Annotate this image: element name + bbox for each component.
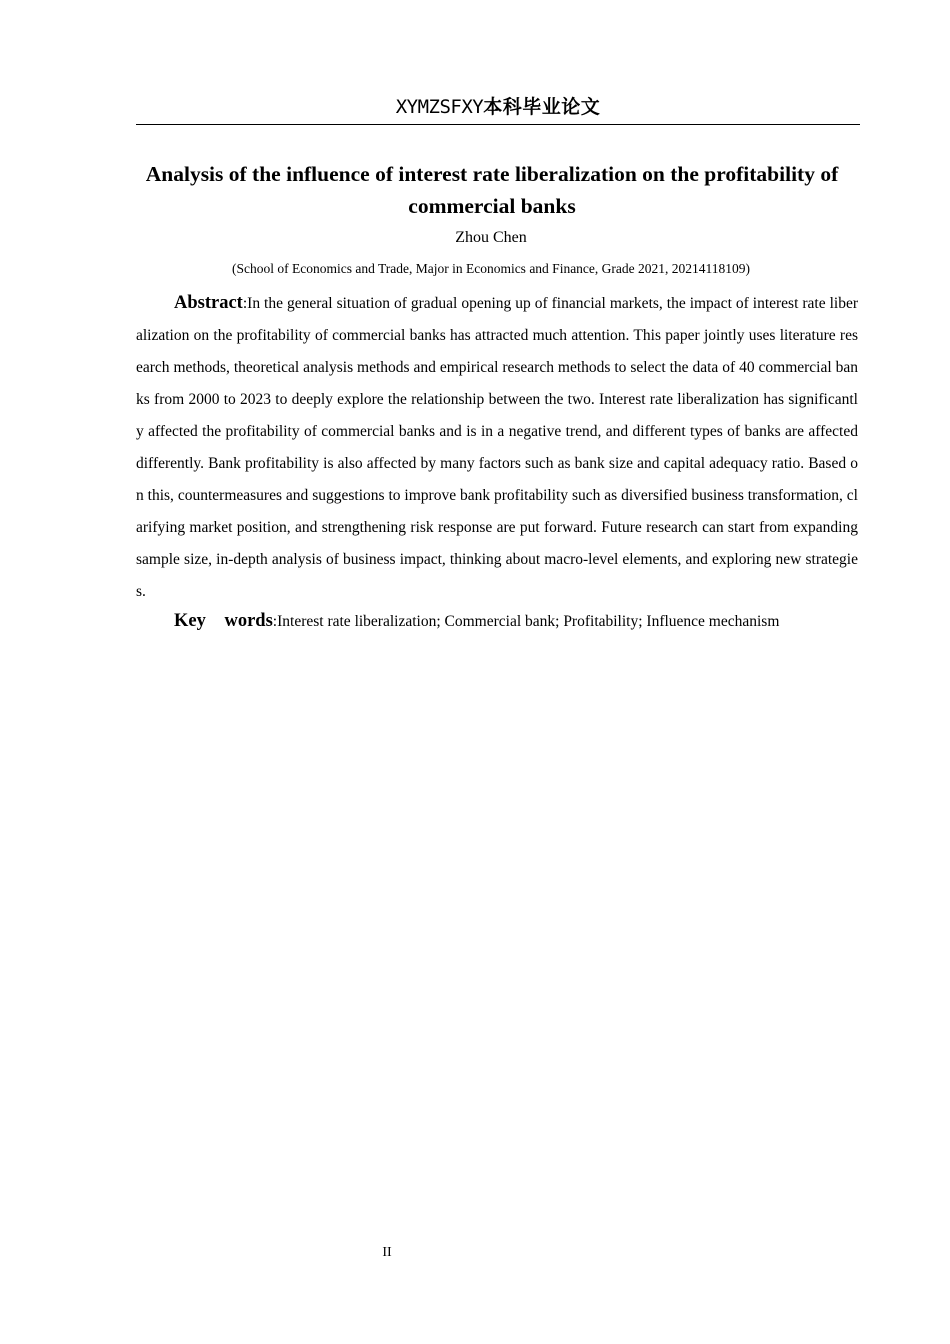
author-name: Zhou Chen bbox=[455, 229, 527, 246]
page-number: II bbox=[382, 1245, 392, 1260]
header-rule bbox=[136, 124, 860, 125]
keywords-separator: : bbox=[272, 613, 278, 630]
running-header bbox=[136, 92, 860, 121]
abstract-label: Abstract bbox=[174, 293, 243, 313]
abstract-paragraph bbox=[136, 287, 858, 608]
author-affiliation: (School of Economics and Trade, Major in Economics and Finance, Grade 2021, 20214118109) bbox=[231, 261, 751, 276]
keywords-label: Key words bbox=[174, 611, 273, 631]
header-thesis-label: 本科毕业论文 bbox=[483, 96, 601, 118]
keywords-text: Interest rate liberalization; Commercial bank; Profitability; Influence mechanism bbox=[277, 613, 780, 630]
keywords-paragraph bbox=[136, 605, 808, 638]
abstract-text: In the general situation of gradual opening up of financial markets, the impact of interest rate liberalization on the profitability of commercial banks has attracted much attention. This paper jointly uses literature research methods, theoretical analysis methods and empirical research methods to select the data of 40 commercial banks from 2000 to 2023 to deeply explore the relationship between the two. Interest rate liberalization has significantly affected the profitability of commercial banks and is in a negative trend, and different types of banks are affected differently. Bank profitability is also affected by many factors such as bank size and capital adequacy ratio. Based on this, countermeasures and suggestions to improve bank profitability such as diversified business transformation, clarifying market position, and strengthening risk response are put forward. Future research can start from expanding sample size, in-depth analysis of business impact, thinking about macro-level elements, and exploring new strategies. bbox=[136, 295, 858, 600]
paper-title: Analysis of the influence of interest rate liberalization on the profitability of commercial banks bbox=[145, 162, 839, 218]
abstract-separator: : bbox=[242, 295, 248, 312]
header-school-code: XYMZSFXY bbox=[395, 96, 484, 118]
